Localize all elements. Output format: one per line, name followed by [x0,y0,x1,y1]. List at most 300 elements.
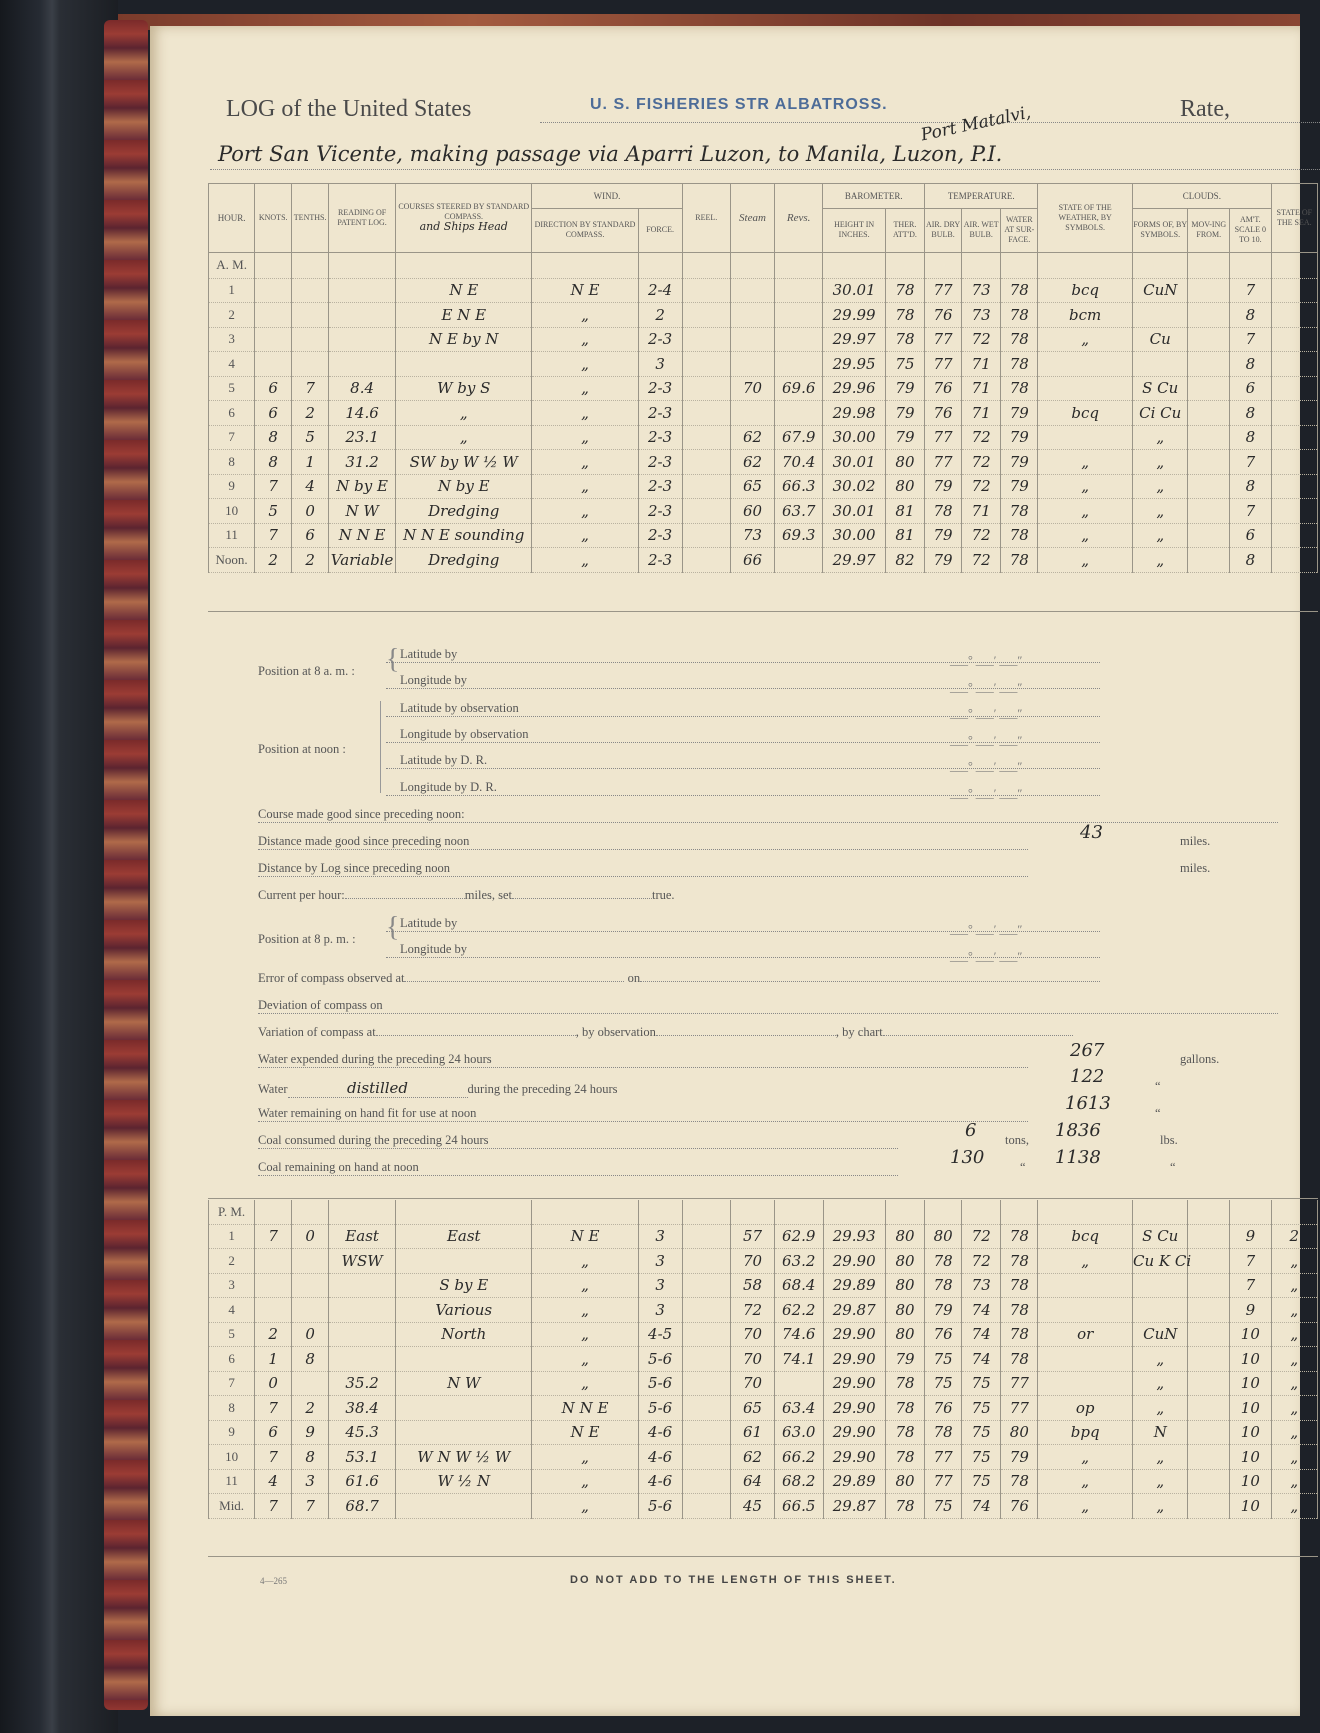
pm-cell-steam: 58 [731,1273,775,1298]
pos-noon-label: Position at noon : [258,742,346,756]
pm-cell-hour: 8 [209,1396,255,1421]
am-cell-ther: 78 [885,327,924,352]
pm-cell-water: 78 [1001,1322,1038,1347]
pm-cell-weather: bcq [1038,1224,1133,1249]
col-weather: STATE OF THE WEATHER, BY SYMBOLS. [1038,184,1133,253]
am-cell-height: 29.97 [823,327,885,352]
am-cell-steam [731,352,775,377]
pm-cell-wet: 75 [962,1445,1001,1470]
am-cell-knots: 2 [255,548,292,573]
am-cell-reel [682,548,731,573]
pm-cell-dry: 75 [925,1371,962,1396]
pm-cell-reel [682,1420,731,1445]
pm-cell-force: 4-6 [638,1445,682,1470]
water-during [258,1079,618,1098]
am-cell-hour: 10 [209,499,255,524]
pm-cell-reel [682,1298,731,1323]
pm-cell-ther: 78 [885,1396,924,1421]
pm-cell-sea: „ [1271,1396,1317,1421]
pm-cell-water: 77 [1001,1396,1038,1421]
am-cell-log [329,352,396,377]
pm-cell-weather: bpq [1038,1420,1133,1445]
pm-cell-cloud-form: CuN [1133,1322,1188,1347]
pm-rows [209,1224,1318,1518]
am-cell-steam: 73 [731,523,775,548]
am-cell-water: 79 [1001,450,1038,475]
am-table-bottom [208,611,1318,612]
pm-cell-course [396,1249,532,1274]
am-cell-tenths [292,352,329,377]
am-cell-reel [682,278,731,303]
am-cell-course: „ [396,401,532,426]
pm-cell-course: Various [396,1298,532,1323]
pm-cell-sea: „ [1271,1322,1317,1347]
pm-cell-revs: 63.2 [774,1249,823,1274]
am-cell-dry: 77 [925,450,962,475]
am-cell-knots [255,278,292,303]
am-cell-force: 2-3 [638,548,682,573]
am-cell-knots [255,327,292,352]
am-cell-tenths: 1 [292,450,329,475]
am-cell-steam: 60 [731,499,775,524]
pm-cell-steam: 70 [731,1249,775,1274]
pm-cell-knots: 7 [255,1494,292,1519]
pm-cell-hour: 11 [209,1469,255,1494]
pm-cell-course: East [396,1224,532,1249]
am-cell-steam [731,401,775,426]
am-cell-knots: 7 [255,523,292,548]
am-cell-weather: „ [1038,523,1133,548]
vessel-stamp: U. S. FISHERIES STR ALBATROSS. [590,96,888,113]
pm-cell-revs: 63.0 [774,1420,823,1445]
pm-cell-wet: 75 [962,1469,1001,1494]
pm-cell-amount: 10 [1230,1445,1272,1470]
pm-cell-wet: 75 [962,1420,1001,1445]
pm-cell-course [396,1396,532,1421]
pm-cell-log: 35.2 [329,1371,396,1396]
distance-by-log: Distance by Log since preceding noon [258,861,1028,877]
col-knots: KNOTS. [255,184,292,253]
pos-8am-lon: Longitude by [386,673,1100,689]
pm-cell-ther: 78 [885,1420,924,1445]
am-cell-cloud-form: „ [1133,548,1188,573]
am-cell-moving [1188,352,1230,377]
pm-cell-course [396,1494,532,1519]
pm-row [209,1298,1318,1323]
am-cell-force: 2-3 [638,499,682,524]
pm-cell-dry: 78 [925,1420,962,1445]
am-row [209,474,1318,499]
col-air-dry: AIR. DRY BULB. [925,208,962,252]
am-cell-moving [1188,401,1230,426]
am-cell-log: N by E [329,474,396,499]
am-row [209,499,1318,524]
coal-remaining-lbs: 1138 [1055,1147,1101,1168]
am-cell-tenths: 0 [292,499,329,524]
am-cell-hour: 4 [209,352,255,377]
pm-cell-ther: 78 [885,1371,924,1396]
am-cell-cloud-form: „ [1133,523,1188,548]
am-cell-wind-dir: „ [532,450,638,475]
pm-cell-reel [682,1494,731,1519]
pm-cell-moving [1188,1469,1230,1494]
pm-cell-ther: 80 [885,1273,924,1298]
am-cell-force: 2-3 [638,425,682,450]
am-cell-wet: 73 [962,303,1001,328]
am-cell-amount: 7 [1230,278,1272,303]
am-cell-course: „ [396,425,532,450]
col-ther: THER. ATT'D. [885,208,924,252]
pm-cell-tenths [292,1273,329,1298]
coal-remaining: Coal remaining on hand at noon [258,1160,898,1176]
water-during-value: 122 [1070,1066,1105,1087]
pm-cell-cloud-form: „ [1133,1445,1188,1470]
pm-cell-height: 29.87 [823,1494,885,1519]
current-label: Current per hour: [258,888,345,902]
pm-row [209,1494,1318,1519]
pos-8pm-lon: Longitude by [386,942,1100,958]
am-cell-amount: 6 [1230,523,1272,548]
pm-cell-course [396,1347,532,1372]
pm-cell-steam: 70 [731,1322,775,1347]
am-cell-force: 2-3 [638,523,682,548]
pm-cell-cloud-form: „ [1133,1494,1188,1519]
am-row [209,376,1318,401]
pm-cell-knots: 7 [255,1224,292,1249]
am-log-table [208,183,1318,573]
pm-cell-wind-dir: „ [532,1347,638,1372]
col-cloud-amount: AM'T. SCALE 0 TO 10. [1230,208,1272,252]
pm-cell-force: 4-6 [638,1469,682,1494]
pm-cell-hour: 4 [209,1298,255,1323]
pm-cell-amount: 10 [1230,1396,1272,1421]
am-cell-wind-dir: „ [532,352,638,377]
col-patent-log: READING OF PATENT LOG. [329,184,396,253]
am-cell-course: N N E sounding [396,523,532,548]
am-cell-water: 78 [1001,548,1038,573]
route-text: Port San Vicente, making passage via Aparri Luzon, to Manila, Luzon, P.I. [218,142,1003,166]
pm-cell-wet: 75 [962,1371,1001,1396]
pos-8am-brace: { [386,644,400,675]
am-cell-wet: 72 [962,327,1001,352]
am-cell-cloud-form: Cu [1133,327,1188,352]
am-row [209,401,1318,426]
pm-cell-force: 4-5 [638,1322,682,1347]
am-cell-revs [774,401,823,426]
am-cell-course [396,352,532,377]
pm-cell-log [329,1298,396,1323]
am-row [209,425,1318,450]
pm-cell-knots: 7 [255,1396,292,1421]
am-cell-course: N E by N [396,327,532,352]
pm-cell-steam: 57 [731,1224,775,1249]
am-cell-dry: 77 [925,425,962,450]
col-courses-label: COURSES STEERED BY STANDARD COMPASS. [398,202,530,222]
pm-cell-dry: 77 [925,1469,962,1494]
am-cell-wet: 72 [962,523,1001,548]
pm-cell-force: 5-6 [638,1494,682,1519]
am-cell-weather: bcq [1038,278,1133,303]
am-row [209,352,1318,377]
am-cell-cloud-form [1133,352,1188,377]
pm-cell-course: S by E [396,1273,532,1298]
pm-cell-course: N W [396,1371,532,1396]
pm-cell-water: 80 [1001,1420,1038,1445]
am-cell-wind-dir: „ [532,425,638,450]
pm-cell-moving [1188,1249,1230,1274]
pm-cell-weather [1038,1371,1133,1396]
pm-cell-revs: 62.9 [774,1224,823,1249]
am-cell-amount: 8 [1230,401,1272,426]
pm-cell-amount: 9 [1230,1298,1272,1323]
pm-cell-wet: 72 [962,1224,1001,1249]
water-expended-value: 267 [1070,1040,1105,1061]
am-cell-wet: 71 [962,401,1001,426]
pm-cell-wind-dir: N E [532,1224,638,1249]
am-cell-wind-dir: „ [532,303,638,328]
binder-background [0,0,118,1733]
pm-cell-ther: 78 [885,1494,924,1519]
pm-cell-wet: 73 [962,1273,1001,1298]
am-cell-steam: 66 [731,548,775,573]
am-cell-reel [682,499,731,524]
am-row [209,303,1318,328]
am-cell-ther: 80 [885,474,924,499]
am-cell-hour: 6 [209,401,255,426]
log-title: LOG of the United States [226,96,472,122]
pm-cell-sea: „ [1271,1273,1317,1298]
pm-cell-water: 76 [1001,1494,1038,1519]
am-cell-sea [1271,352,1317,377]
am-cell-weather: „ [1038,548,1133,573]
pm-cell-log: 61.6 [329,1469,396,1494]
am-cell-water: 78 [1001,523,1038,548]
am-row [209,327,1318,352]
am-cell-course: SW by W ½ W [396,450,532,475]
pm-cell-steam: 70 [731,1347,775,1372]
pm-cell-weather: „ [1038,1469,1133,1494]
pm-cell-wind-dir: „ [532,1371,638,1396]
am-cell-ther: 82 [885,548,924,573]
am-cell-hour: 8 [209,450,255,475]
am-cell-sea [1271,376,1317,401]
am-cell-weather [1038,376,1133,401]
pm-cell-knots: 4 [255,1469,292,1494]
col-wind-direction: DIRECTION BY STANDARD COMPASS. [532,208,638,252]
pm-cell-log: 68.7 [329,1494,396,1519]
pm-cell-water: 78 [1001,1224,1038,1249]
pm-cell-hour: Mid. [209,1494,255,1519]
pm-cell-weather: or [1038,1322,1133,1347]
col-wind: WIND. [532,184,682,209]
am-cell-reel [682,450,731,475]
pm-row [209,1445,1318,1470]
pm-cell-water: 78 [1001,1298,1038,1323]
am-cell-revs [774,303,823,328]
pm-cell-revs: 66.5 [774,1494,823,1519]
pm-cell-hour: 10 [209,1445,255,1470]
pm-cell-revs: 74.1 [774,1347,823,1372]
am-cell-log: N N E [329,523,396,548]
pm-cell-amount: 10 [1230,1322,1272,1347]
pm-cell-sea: „ [1271,1420,1317,1445]
am-label: A. M. [209,252,255,278]
am-cell-moving [1188,327,1230,352]
am-cell-height: 30.02 [823,474,885,499]
pm-cell-revs [774,1371,823,1396]
pm-cell-moving [1188,1322,1230,1347]
am-cell-steam [731,303,775,328]
am-cell-moving [1188,548,1230,573]
am-cell-moving [1188,523,1230,548]
pm-cell-knots: 2 [255,1322,292,1347]
pm-cell-cloud-form: „ [1133,1396,1188,1421]
am-cell-dry: 76 [925,303,962,328]
am-row [209,278,1318,303]
col-courses [396,184,532,253]
am-cell-ther: 78 [885,303,924,328]
am-cell-cloud-form: CuN [1133,278,1188,303]
col-revs: Revs. [774,184,823,253]
pm-cell-height: 29.90 [823,1371,885,1396]
pm-cell-force: 3 [638,1249,682,1274]
pm-cell-sea: „ [1271,1469,1317,1494]
pm-cell-force: 4-6 [638,1420,682,1445]
am-cell-knots [255,352,292,377]
col-height: HEIGHT IN INCHES. [823,208,885,252]
pm-cell-wind-dir: „ [532,1322,638,1347]
col-steam: Steam [731,184,775,253]
am-cell-knots: 6 [255,376,292,401]
pm-cell-log: 38.4 [329,1396,396,1421]
am-row [209,450,1318,475]
pm-cell-force: 5-6 [638,1371,682,1396]
pm-cell-height: 29.90 [823,1396,885,1421]
pos-8am-lat: Latitude by [386,647,1100,663]
pm-cell-tenths: 8 [292,1445,329,1470]
am-cell-revs [774,352,823,377]
am-cell-amount: 8 [1230,425,1272,450]
col-wind-force: FORCE. [638,208,682,252]
pm-cell-wind-dir: „ [532,1273,638,1298]
am-cell-revs: 66.3 [774,474,823,499]
am-cell-dry: 79 [925,523,962,548]
am-cell-height: 30.01 [823,278,885,303]
am-cell-steam [731,278,775,303]
col-air-wet: AIR. WET BULB. [962,208,1001,252]
pm-cell-amount: 7 [1230,1273,1272,1298]
am-cell-force: 2-3 [638,401,682,426]
pm-cell-tenths: 0 [292,1322,329,1347]
am-cell-log: 31.2 [329,450,396,475]
pm-cell-moving [1188,1273,1230,1298]
marbled-spine [104,20,148,1710]
pm-cell-sea: „ [1271,1298,1317,1323]
pm-cell-course: W ½ N [396,1469,532,1494]
col-temperature: TEMPERATURE. [925,184,1038,209]
am-cell-steam: 70 [731,376,775,401]
pm-cell-sea: „ [1271,1371,1317,1396]
pm-cell-water: 78 [1001,1469,1038,1494]
pm-row [209,1469,1318,1494]
am-cell-height: 29.97 [823,548,885,573]
am-cell-water: 79 [1001,401,1038,426]
am-cell-reel [682,523,731,548]
pm-cell-revs: 62.2 [774,1298,823,1323]
pm-cell-ther: 78 [885,1445,924,1470]
pm-cell-force: 3 [638,1298,682,1323]
col-courses-note: and Ships Head [419,220,508,234]
pm-row [209,1420,1318,1445]
am-cell-sea [1271,401,1317,426]
pm-cell-water: 79 [1001,1445,1038,1470]
pm-row [209,1249,1318,1274]
am-cell-wind-dir: „ [532,474,638,499]
am-cell-ther: 79 [885,425,924,450]
am-cell-weather: „ [1038,327,1133,352]
coal-consumed-tons: 6 [965,1120,977,1141]
pm-cell-revs: 66.2 [774,1445,823,1470]
am-cell-wind-dir: „ [532,499,638,524]
am-cell-height: 30.01 [823,499,885,524]
am-cell-amount: 7 [1230,327,1272,352]
pm-cell-ther: 79 [885,1347,924,1372]
pm-cell-dry: 79 [925,1298,962,1323]
pm-cell-log [329,1322,396,1347]
pm-cell-tenths [292,1249,329,1274]
length-notice: DO NOT ADD TO THE LENGTH OF THIS SHEET. [570,1574,897,1586]
form-number: 4—265 [260,1576,287,1586]
error-compass-label: Error of compass observed at [258,971,405,985]
pm-cell-tenths: 9 [292,1420,329,1445]
pm-cell-moving [1188,1445,1230,1470]
am-cell-ther: 79 [885,401,924,426]
pos-noon-brace [380,701,382,793]
pm-cell-moving [1188,1347,1230,1372]
am-cell-reel [682,376,731,401]
pm-cell-weather [1038,1298,1133,1323]
am-cell-amount: 8 [1230,548,1272,573]
pm-cell-force: 3 [638,1224,682,1249]
am-cell-revs: 70.4 [774,450,823,475]
am-cell-tenths: 2 [292,548,329,573]
pm-cell-knots: 0 [255,1371,292,1396]
am-cell-moving [1188,376,1230,401]
am-cell-amount: 6 [1230,376,1272,401]
pm-cell-hour: 9 [209,1420,255,1445]
pm-cell-ther: 80 [885,1469,924,1494]
am-cell-wet: 71 [962,352,1001,377]
am-cell-tenths [292,327,329,352]
am-cell-course: Dredging [396,548,532,573]
pm-cell-height: 29.90 [823,1445,885,1470]
pm-cell-reel [682,1224,731,1249]
pos-8pm-brace: { [386,912,400,943]
pm-cell-moving [1188,1371,1230,1396]
distance-made-miles: miles. [1180,834,1211,848]
am-cell-wet: 72 [962,450,1001,475]
pm-cell-ther: 80 [885,1224,924,1249]
pm-cell-steam: 62 [731,1445,775,1470]
pm-cell-reel [682,1347,731,1372]
pm-cell-cloud-form: „ [1133,1347,1188,1372]
am-cell-dry: 79 [925,548,962,573]
pm-cell-wind-dir: „ [532,1494,638,1519]
degree-marks-8pm: ___° ___′ ___″ ___° ___′ ___″ [950,922,1023,963]
log-page [150,26,1313,1716]
pm-cell-reel [682,1273,731,1298]
pm-cell-height: 29.90 [823,1420,885,1445]
